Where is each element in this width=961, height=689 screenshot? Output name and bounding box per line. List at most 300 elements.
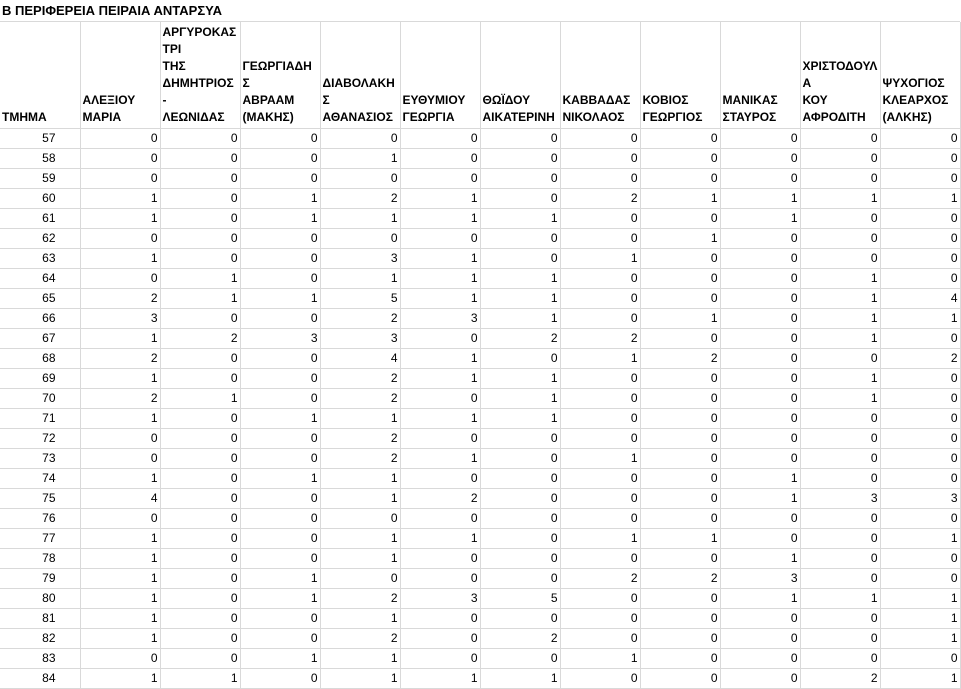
vote-cell[interactable]: 0 xyxy=(480,429,560,449)
header-kavvadas[interactable]: ΚΑΒΒΑΔΑΣ ΝΙΚΟΛΑΟΣ xyxy=(560,22,640,129)
vote-cell[interactable]: 1 xyxy=(720,469,800,489)
vote-cell[interactable]: 3 xyxy=(80,309,160,329)
vote-cell[interactable]: 1 xyxy=(80,589,160,609)
tmima-cell[interactable]: 82 xyxy=(0,629,80,649)
vote-cell[interactable]: 0 xyxy=(800,529,880,549)
vote-cell[interactable]: 0 xyxy=(800,609,880,629)
vote-cell[interactable]: 4 xyxy=(320,349,400,369)
vote-cell[interactable]: 1 xyxy=(400,409,480,429)
vote-cell[interactable]: 0 xyxy=(640,389,720,409)
vote-cell[interactable]: 0 xyxy=(160,509,240,529)
header-manikas[interactable]: ΜΑΝΙΚΑΣ ΣΤΑΥΡΟΣ xyxy=(720,22,800,129)
vote-cell[interactable]: 1 xyxy=(560,249,640,269)
vote-cell[interactable]: 3 xyxy=(400,589,480,609)
vote-cell[interactable]: 1 xyxy=(480,269,560,289)
tmima-cell[interactable]: 79 xyxy=(0,569,80,589)
header-diavolakis[interactable]: ΔΙΑΒΟΛΑΚΗΣ ΑΘΑΝΑΣΙΟΣ xyxy=(320,22,400,129)
vote-cell[interactable]: 0 xyxy=(720,289,800,309)
tmima-cell[interactable]: 72 xyxy=(0,429,80,449)
vote-cell[interactable]: 1 xyxy=(80,369,160,389)
tmima-cell[interactable]: 83 xyxy=(0,649,80,669)
tmima-cell[interactable]: 66 xyxy=(0,309,80,329)
vote-cell[interactable]: 0 xyxy=(800,569,880,589)
tmima-cell[interactable]: 58 xyxy=(0,149,80,169)
tmima-cell[interactable]: 77 xyxy=(0,529,80,549)
vote-cell[interactable]: 0 xyxy=(880,229,960,249)
vote-cell[interactable]: 4 xyxy=(80,489,160,509)
vote-cell[interactable]: 0 xyxy=(800,509,880,529)
tmima-cell[interactable]: 61 xyxy=(0,209,80,229)
vote-cell[interactable]: 0 xyxy=(80,509,160,529)
vote-cell[interactable]: 0 xyxy=(800,449,880,469)
header-christodoulakou[interactable]: ΧΡΙΣΤΟΔΟΥΛΑ ΚΟΥ ΑΦΡΟΔΙΤΗ xyxy=(800,22,880,129)
vote-cell[interactable]: 0 xyxy=(560,429,640,449)
vote-cell[interactable]: 0 xyxy=(480,609,560,629)
vote-cell[interactable]: 1 xyxy=(800,269,880,289)
vote-cell[interactable]: 1 xyxy=(240,469,320,489)
vote-cell[interactable]: 0 xyxy=(160,549,240,569)
vote-cell[interactable]: 1 xyxy=(800,189,880,209)
vote-cell[interactable]: 2 xyxy=(160,329,240,349)
vote-cell[interactable]: 0 xyxy=(720,269,800,289)
vote-cell[interactable]: 2 xyxy=(80,349,160,369)
vote-cell[interactable]: 1 xyxy=(80,329,160,349)
vote-cell[interactable]: 0 xyxy=(240,449,320,469)
vote-cell[interactable]: 1 xyxy=(400,189,480,209)
vote-cell[interactable]: 3 xyxy=(320,329,400,349)
vote-cell[interactable]: 0 xyxy=(640,149,720,169)
vote-cell[interactable]: 0 xyxy=(480,229,560,249)
vote-cell[interactable]: 0 xyxy=(720,129,800,149)
vote-cell[interactable]: 0 xyxy=(480,649,560,669)
vote-cell[interactable]: 0 xyxy=(640,329,720,349)
vote-cell[interactable]: 0 xyxy=(160,249,240,269)
vote-cell[interactable]: 0 xyxy=(400,389,480,409)
vote-cell[interactable]: 2 xyxy=(80,289,160,309)
vote-cell[interactable]: 0 xyxy=(800,349,880,369)
vote-cell[interactable]: 2 xyxy=(480,329,560,349)
vote-cell[interactable]: 3 xyxy=(880,489,960,509)
vote-cell[interactable]: 0 xyxy=(720,329,800,349)
vote-cell[interactable]: 2 xyxy=(320,429,400,449)
vote-cell[interactable]: 0 xyxy=(560,409,640,429)
vote-cell[interactable]: 1 xyxy=(80,569,160,589)
vote-cell[interactable]: 0 xyxy=(640,429,720,449)
vote-cell[interactable]: 0 xyxy=(480,249,560,269)
tmima-cell[interactable]: 75 xyxy=(0,489,80,509)
vote-cell[interactable]: 2 xyxy=(320,589,400,609)
vote-cell[interactable]: 0 xyxy=(160,129,240,149)
vote-cell[interactable]: 0 xyxy=(640,449,720,469)
vote-cell[interactable]: 1 xyxy=(80,669,160,689)
vote-cell[interactable]: 1 xyxy=(400,529,480,549)
vote-cell[interactable]: 0 xyxy=(240,369,320,389)
vote-cell[interactable]: 1 xyxy=(400,369,480,389)
vote-cell[interactable]: 1 xyxy=(640,189,720,209)
vote-cell[interactable]: 1 xyxy=(720,489,800,509)
vote-cell[interactable]: 2 xyxy=(480,629,560,649)
vote-cell[interactable]: 0 xyxy=(240,629,320,649)
vote-cell[interactable]: 0 xyxy=(160,449,240,469)
vote-cell[interactable]: 0 xyxy=(640,369,720,389)
vote-cell[interactable]: 1 xyxy=(880,189,960,209)
vote-cell[interactable]: 1 xyxy=(640,229,720,249)
vote-cell[interactable]: 0 xyxy=(240,669,320,689)
vote-cell[interactable]: 0 xyxy=(240,169,320,189)
vote-cell[interactable]: 1 xyxy=(480,369,560,389)
vote-cell[interactable]: 3 xyxy=(240,329,320,349)
vote-cell[interactable]: 0 xyxy=(400,569,480,589)
tmima-cell[interactable]: 81 xyxy=(0,609,80,629)
vote-cell[interactable]: 0 xyxy=(800,149,880,169)
vote-cell[interactable]: 0 xyxy=(240,249,320,269)
tmima-cell[interactable]: 78 xyxy=(0,549,80,569)
vote-cell[interactable]: 0 xyxy=(160,429,240,449)
vote-cell[interactable]: 1 xyxy=(400,269,480,289)
vote-cell[interactable]: 1 xyxy=(80,409,160,429)
vote-cell[interactable]: 0 xyxy=(480,569,560,589)
vote-cell[interactable]: 0 xyxy=(880,509,960,529)
vote-cell[interactable]: 2 xyxy=(320,189,400,209)
vote-cell[interactable]: 1 xyxy=(80,609,160,629)
vote-cell[interactable]: 0 xyxy=(160,629,240,649)
vote-cell[interactable]: 1 xyxy=(240,209,320,229)
vote-cell[interactable]: 0 xyxy=(800,129,880,149)
vote-cell[interactable]: 1 xyxy=(240,649,320,669)
vote-cell[interactable]: 0 xyxy=(160,649,240,669)
vote-cell[interactable]: 1 xyxy=(320,409,400,429)
vote-cell[interactable]: 0 xyxy=(560,669,640,689)
vote-cell[interactable]: 0 xyxy=(80,649,160,669)
vote-cell[interactable]: 0 xyxy=(640,549,720,569)
vote-cell[interactable]: 0 xyxy=(320,229,400,249)
vote-cell[interactable]: 0 xyxy=(720,369,800,389)
vote-cell[interactable]: 0 xyxy=(160,149,240,169)
vote-cell[interactable]: 1 xyxy=(720,209,800,229)
vote-cell[interactable]: 2 xyxy=(800,669,880,689)
vote-cell[interactable]: 0 xyxy=(160,169,240,189)
tmima-cell[interactable]: 59 xyxy=(0,169,80,189)
vote-cell[interactable]: 0 xyxy=(480,449,560,469)
vote-cell[interactable]: 0 xyxy=(240,509,320,529)
vote-cell[interactable]: 1 xyxy=(400,249,480,269)
tmima-cell[interactable]: 71 xyxy=(0,409,80,429)
vote-cell[interactable]: 1 xyxy=(880,529,960,549)
vote-cell[interactable]: 0 xyxy=(400,509,480,529)
vote-cell[interactable]: 1 xyxy=(800,589,880,609)
vote-cell[interactable]: 1 xyxy=(720,189,800,209)
vote-cell[interactable]: 0 xyxy=(880,329,960,349)
vote-cell[interactable]: 0 xyxy=(560,369,640,389)
header-argyrokastritis[interactable]: ΑΡΓΥΡΟΚΑΣΤΡΙ ΤΗΣ ΔΗΜΗΤΡΙΟΣ- ΛΕΩΝΙΔΑΣ xyxy=(160,22,240,129)
vote-cell[interactable]: 0 xyxy=(160,609,240,629)
vote-cell[interactable]: 0 xyxy=(160,369,240,389)
vote-cell[interactable]: 1 xyxy=(160,289,240,309)
vote-cell[interactable]: 0 xyxy=(640,249,720,269)
vote-cell[interactable]: 0 xyxy=(80,169,160,189)
vote-cell[interactable]: 2 xyxy=(880,349,960,369)
vote-cell[interactable]: 1 xyxy=(800,289,880,309)
vote-cell[interactable]: 0 xyxy=(480,129,560,149)
vote-cell[interactable]: 0 xyxy=(800,549,880,569)
vote-cell[interactable]: 0 xyxy=(160,209,240,229)
vote-cell[interactable]: 1 xyxy=(400,349,480,369)
vote-cell[interactable]: 1 xyxy=(880,589,960,609)
vote-cell[interactable]: 0 xyxy=(720,449,800,469)
vote-cell[interactable]: 0 xyxy=(400,329,480,349)
vote-cell[interactable]: 2 xyxy=(560,569,640,589)
vote-cell[interactable]: 0 xyxy=(400,169,480,189)
vote-cell[interactable]: 1 xyxy=(400,209,480,229)
vote-cell[interactable]: 0 xyxy=(160,409,240,429)
tmima-cell[interactable]: 62 xyxy=(0,229,80,249)
vote-cell[interactable]: 0 xyxy=(400,129,480,149)
vote-cell[interactable]: 2 xyxy=(560,189,640,209)
vote-cell[interactable]: 1 xyxy=(80,529,160,549)
header-thoidou[interactable]: ΘΩΪΔΟΥ ΑΙΚΑΤΕΡΙΝΗ xyxy=(480,22,560,129)
tmima-cell[interactable]: 67 xyxy=(0,329,80,349)
vote-cell[interactable]: 0 xyxy=(560,509,640,529)
vote-cell[interactable]: 0 xyxy=(720,429,800,449)
vote-cell[interactable]: 0 xyxy=(720,229,800,249)
vote-cell[interactable]: 0 xyxy=(560,489,640,509)
vote-cell[interactable]: 2 xyxy=(640,569,720,589)
vote-cell[interactable]: 0 xyxy=(640,289,720,309)
vote-cell[interactable]: 0 xyxy=(880,569,960,589)
vote-cell[interactable]: 0 xyxy=(640,209,720,229)
header-kovios[interactable]: ΚΟΒΙΟΣ ΓΕΩΡΓΙΟΣ xyxy=(640,22,720,129)
tmima-cell[interactable]: 74 xyxy=(0,469,80,489)
vote-cell[interactable]: 1 xyxy=(800,389,880,409)
vote-cell[interactable]: 0 xyxy=(720,349,800,369)
vote-cell[interactable]: 1 xyxy=(720,589,800,609)
vote-cell[interactable]: 1 xyxy=(320,149,400,169)
vote-cell[interactable]: 0 xyxy=(400,649,480,669)
vote-cell[interactable]: 0 xyxy=(160,529,240,549)
vote-cell[interactable]: 1 xyxy=(160,269,240,289)
vote-cell[interactable]: 1 xyxy=(160,669,240,689)
vote-cell[interactable]: 0 xyxy=(160,469,240,489)
header-alexiou[interactable]: ΑΛΕΞΙΟΥ ΜΑΡΙΑ xyxy=(80,22,160,129)
vote-cell[interactable]: 0 xyxy=(400,149,480,169)
vote-cell[interactable]: 1 xyxy=(560,349,640,369)
vote-cell[interactable]: 0 xyxy=(800,649,880,669)
vote-cell[interactable]: 0 xyxy=(320,169,400,189)
tmima-cell[interactable]: 63 xyxy=(0,249,80,269)
vote-cell[interactable]: 0 xyxy=(320,569,400,589)
vote-cell[interactable]: 0 xyxy=(880,249,960,269)
vote-cell[interactable]: 0 xyxy=(480,549,560,569)
vote-cell[interactable]: 1 xyxy=(400,669,480,689)
vote-cell[interactable]: 3 xyxy=(400,309,480,329)
vote-cell[interactable]: 0 xyxy=(720,669,800,689)
vote-cell[interactable]: 0 xyxy=(80,429,160,449)
vote-cell[interactable]: 0 xyxy=(880,429,960,449)
vote-cell[interactable]: 1 xyxy=(480,389,560,409)
vote-cell[interactable]: 0 xyxy=(240,349,320,369)
vote-cell[interactable]: 1 xyxy=(640,529,720,549)
vote-cell[interactable]: 0 xyxy=(400,229,480,249)
header-efthymiou[interactable]: ΕΥΘΥΜΙΟΥ ΓΕΩΡΓΙΑ xyxy=(400,22,480,129)
vote-cell[interactable]: 0 xyxy=(880,149,960,169)
tmima-cell[interactable]: 76 xyxy=(0,509,80,529)
vote-cell[interactable]: 2 xyxy=(320,449,400,469)
vote-cell[interactable]: 0 xyxy=(160,189,240,209)
tmima-cell[interactable]: 65 xyxy=(0,289,80,309)
vote-cell[interactable]: 0 xyxy=(720,169,800,189)
vote-cell[interactable]: 0 xyxy=(80,129,160,149)
tmima-cell[interactable]: 80 xyxy=(0,589,80,609)
vote-cell[interactable]: 0 xyxy=(480,469,560,489)
vote-cell[interactable]: 2 xyxy=(320,629,400,649)
vote-cell[interactable]: 0 xyxy=(640,409,720,429)
vote-cell[interactable]: 1 xyxy=(560,449,640,469)
vote-cell[interactable]: 0 xyxy=(640,649,720,669)
vote-cell[interactable]: 1 xyxy=(80,549,160,569)
vote-cell[interactable]: 0 xyxy=(80,229,160,249)
vote-cell[interactable]: 1 xyxy=(480,309,560,329)
vote-cell[interactable]: 1 xyxy=(80,469,160,489)
vote-cell[interactable]: 0 xyxy=(400,549,480,569)
vote-cell[interactable]: 1 xyxy=(240,589,320,609)
vote-cell[interactable]: 0 xyxy=(560,129,640,149)
tmima-cell[interactable]: 64 xyxy=(0,269,80,289)
vote-cell[interactable]: 1 xyxy=(800,369,880,389)
vote-cell[interactable]: 0 xyxy=(160,309,240,329)
vote-cell[interactable]: 1 xyxy=(240,189,320,209)
vote-cell[interactable]: 0 xyxy=(80,149,160,169)
vote-cell[interactable]: 0 xyxy=(560,389,640,409)
vote-cell[interactable]: 0 xyxy=(240,129,320,149)
vote-cell[interactable]: 0 xyxy=(240,149,320,169)
vote-cell[interactable]: 1 xyxy=(80,629,160,649)
tmima-cell[interactable]: 69 xyxy=(0,369,80,389)
vote-cell[interactable]: 1 xyxy=(320,209,400,229)
vote-cell[interactable]: 0 xyxy=(880,649,960,669)
vote-cell[interactable]: 1 xyxy=(880,669,960,689)
vote-cell[interactable]: 1 xyxy=(560,529,640,549)
vote-cell[interactable]: 0 xyxy=(240,429,320,449)
vote-cell[interactable]: 0 xyxy=(160,589,240,609)
vote-cell[interactable]: 0 xyxy=(800,209,880,229)
vote-cell[interactable]: 0 xyxy=(480,509,560,529)
vote-cell[interactable]: 1 xyxy=(640,309,720,329)
vote-cell[interactable]: 1 xyxy=(240,569,320,589)
vote-cell[interactable]: 1 xyxy=(320,549,400,569)
vote-cell[interactable]: 1 xyxy=(240,289,320,309)
vote-cell[interactable]: 0 xyxy=(320,509,400,529)
vote-cell[interactable]: 0 xyxy=(480,529,560,549)
vote-cell[interactable]: 3 xyxy=(800,489,880,509)
vote-cell[interactable]: 0 xyxy=(240,309,320,329)
vote-cell[interactable]: 0 xyxy=(640,669,720,689)
vote-cell[interactable]: 0 xyxy=(640,169,720,189)
vote-cell[interactable]: 0 xyxy=(640,269,720,289)
vote-cell[interactable]: 0 xyxy=(720,629,800,649)
vote-cell[interactable]: 3 xyxy=(320,249,400,269)
vote-cell[interactable]: 0 xyxy=(720,409,800,429)
tmima-cell[interactable]: 73 xyxy=(0,449,80,469)
vote-cell[interactable]: 0 xyxy=(640,489,720,509)
vote-cell[interactable]: 0 xyxy=(480,149,560,169)
vote-cell[interactable]: 1 xyxy=(240,409,320,429)
vote-cell[interactable]: 0 xyxy=(240,489,320,509)
vote-cell[interactable]: 0 xyxy=(560,169,640,189)
vote-cell[interactable]: 0 xyxy=(720,509,800,529)
vote-cell[interactable]: 0 xyxy=(880,449,960,469)
vote-cell[interactable]: 0 xyxy=(560,209,640,229)
vote-cell[interactable]: 0 xyxy=(800,409,880,429)
vote-cell[interactable]: 2 xyxy=(640,349,720,369)
vote-cell[interactable]: 1 xyxy=(320,649,400,669)
vote-cell[interactable]: 0 xyxy=(560,549,640,569)
vote-cell[interactable]: 2 xyxy=(560,329,640,349)
vote-cell[interactable]: 0 xyxy=(800,249,880,269)
vote-cell[interactable]: 0 xyxy=(800,229,880,249)
sheet-title[interactable]: Β ΠΕΡΙΦΕΡΕΙΑ ΠΕΙΡΑΙΑ ΑΝΤΑΡΣΥΑ xyxy=(0,0,960,22)
vote-cell[interactable]: 0 xyxy=(560,609,640,629)
vote-cell[interactable]: 5 xyxy=(480,589,560,609)
vote-cell[interactable]: 0 xyxy=(160,489,240,509)
vote-cell[interactable]: 1 xyxy=(720,549,800,569)
vote-cell[interactable]: 1 xyxy=(320,269,400,289)
vote-cell[interactable]: 0 xyxy=(560,309,640,329)
vote-cell[interactable]: 1 xyxy=(320,669,400,689)
vote-cell[interactable]: 0 xyxy=(880,169,960,189)
vote-cell[interactable]: 0 xyxy=(640,609,720,629)
vote-cell[interactable]: 0 xyxy=(640,589,720,609)
vote-cell[interactable]: 2 xyxy=(400,489,480,509)
vote-cell[interactable]: 0 xyxy=(880,469,960,489)
vote-cell[interactable]: 0 xyxy=(400,629,480,649)
vote-cell[interactable]: 0 xyxy=(80,269,160,289)
vote-cell[interactable]: 0 xyxy=(640,629,720,649)
vote-cell[interactable]: 0 xyxy=(240,269,320,289)
vote-cell[interactable]: 0 xyxy=(720,529,800,549)
vote-cell[interactable]: 0 xyxy=(240,229,320,249)
vote-cell[interactable]: 0 xyxy=(400,429,480,449)
vote-cell[interactable]: 0 xyxy=(720,309,800,329)
vote-cell[interactable]: 1 xyxy=(80,189,160,209)
vote-cell[interactable]: 1 xyxy=(880,309,960,329)
header-psychogios[interactable]: ΨΥΧΟΓΙΟΣ ΚΛΕΑΡΧΟΣ (ΑΛΚΗΣ) xyxy=(880,22,960,129)
vote-cell[interactable]: 1 xyxy=(880,609,960,629)
vote-cell[interactable]: 0 xyxy=(240,549,320,569)
vote-cell[interactable]: 0 xyxy=(880,409,960,429)
vote-cell[interactable]: 0 xyxy=(640,509,720,529)
vote-cell[interactable]: 1 xyxy=(320,469,400,489)
vote-cell[interactable]: 1 xyxy=(320,529,400,549)
vote-cell[interactable]: 0 xyxy=(720,649,800,669)
vote-cell[interactable]: 1 xyxy=(80,209,160,229)
vote-cell[interactable]: 1 xyxy=(480,409,560,429)
vote-cell[interactable]: 0 xyxy=(720,609,800,629)
vote-cell[interactable]: 1 xyxy=(880,629,960,649)
vote-cell[interactable]: 0 xyxy=(560,589,640,609)
vote-cell[interactable]: 0 xyxy=(560,629,640,649)
vote-cell[interactable]: 0 xyxy=(560,229,640,249)
tmima-cell[interactable]: 70 xyxy=(0,389,80,409)
tmima-cell[interactable]: 68 xyxy=(0,349,80,369)
vote-cell[interactable]: 2 xyxy=(320,369,400,389)
vote-cell[interactable]: 1 xyxy=(320,489,400,509)
vote-cell[interactable]: 0 xyxy=(480,169,560,189)
vote-cell[interactable]: 0 xyxy=(480,349,560,369)
vote-cell[interactable]: 1 xyxy=(560,649,640,669)
vote-cell[interactable]: 0 xyxy=(880,389,960,409)
header-tmima[interactable]: ΤΜΗΜΑ xyxy=(0,22,80,129)
vote-cell[interactable]: 0 xyxy=(480,189,560,209)
